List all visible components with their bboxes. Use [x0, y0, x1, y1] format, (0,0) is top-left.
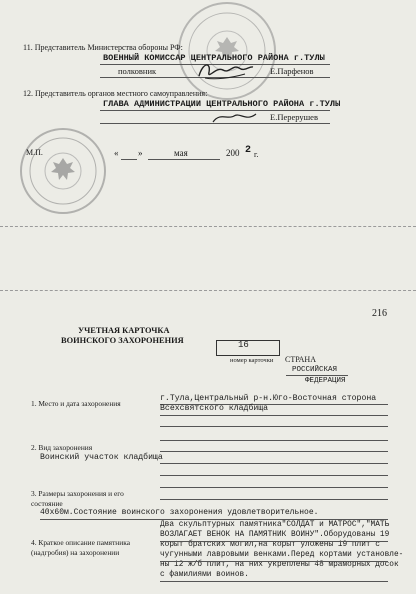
country-value-line2: ФЕДЕРАЦИЯ: [305, 377, 346, 385]
item12-label: 12. Представитель органов местного самоуправления:: [23, 89, 208, 98]
field4-underline-1: [160, 541, 388, 542]
field3-underline-2: [160, 499, 388, 500]
country-underline: [286, 375, 348, 376]
date-year-digit: 2: [245, 145, 252, 156]
field3-label-line1: 3. Размеры захоронения и его: [31, 489, 124, 498]
card-title-line2: ВОИНСКОГО ЗАХОРОНЕНИЯ: [61, 336, 184, 345]
field2-underline-3: [160, 463, 388, 464]
date-day-blank: [121, 159, 137, 160]
field3-label-line2: состояние: [31, 499, 63, 508]
page-number: 216: [372, 308, 387, 319]
field4-line-3: корыт братских могил,на корыт уложены 19 плит с: [160, 541, 380, 549]
field1-value-line1: г.Тула,Центральный р-н.Юго-Восточная сторона: [160, 394, 377, 403]
field1-label: 1. Место и дата захоронения: [31, 399, 121, 408]
field4-line-5: ны 12 ж/б плит, на них укреплены 48 мраморных досок: [160, 561, 399, 569]
field2-label: 2. Вид захоронения: [31, 443, 93, 452]
item11-name: Е.Парфенов: [270, 66, 314, 76]
field3-underline-1: [160, 487, 388, 488]
item11-rank: полковник: [118, 66, 157, 76]
field2-underline-1: [160, 440, 388, 441]
fold-line-1: [0, 226, 416, 227]
field3-underline-3: [40, 519, 388, 520]
item12-name: Е.Перерушев: [270, 112, 318, 122]
field2-underline-4: [160, 475, 388, 476]
field1-value-line2: Всехсвятского кладбища: [160, 404, 269, 413]
field4-label-line1: 4. Краткое описание памятника: [31, 538, 130, 547]
country-label: СТРАНА: [285, 355, 316, 364]
date-month: мая: [174, 148, 188, 158]
field4-line-4: чугунными лавровыми венками.Перед кортами установле-: [160, 551, 404, 559]
field4-underline-2: [160, 561, 388, 562]
field4-line-2: ВОЗЛАГАЕТ ВЕНОК НА ПАМЯТНИК ВОИНУ".Оборудованы 19: [160, 531, 390, 539]
signature-1: [195, 58, 255, 84]
official-stamp-top: [178, 2, 276, 100]
card-number-label: номер карточки: [230, 357, 274, 364]
field4-line-1: Два скульптурных памятника"СОЛДАТ и МАТРОС","МАТЬ: [160, 521, 390, 529]
date-year-prefix: 200: [226, 148, 240, 158]
date-quote-close: »: [138, 148, 143, 158]
item11-org: ВОЕННЫЙ КОМИССАР ЦЕНТРАЛЬНОГО РАЙОНА г.ТУЛЫ: [103, 53, 325, 63]
field2-value: Воинский участок кладбища: [40, 453, 163, 462]
field2-underline-2: [160, 451, 388, 452]
stamp-place-label: М.П.: [26, 148, 43, 157]
field4-line-6: с фамилиями воинов.: [160, 571, 249, 579]
field3-value: 40х60м.Состояние воинского захоронения удовлетворительное.: [40, 508, 319, 517]
date-year-suffix: г.: [254, 150, 259, 159]
field4-label-line2: (надгробия) на захоронении: [31, 548, 120, 557]
signature-2: [210, 108, 260, 128]
country-value-line1: РОССИЙСКАЯ: [292, 366, 338, 374]
card-number: 16: [238, 340, 249, 350]
fold-line-2: [0, 290, 416, 291]
date-quote-open: «: [114, 148, 119, 158]
date-month-blank: [148, 159, 220, 160]
item12-org: ГЛАВА АДМИНИСТРАЦИИ ЦЕНТРАЛЬНОГО РАЙОНА г.ТУЛЫ: [103, 99, 341, 109]
field1-underline-3: [160, 426, 388, 427]
card-title-line1: УЧЕТНАЯ КАРТОЧКА: [78, 326, 170, 335]
item11-label: 11. Представитель Министерства обороны РФ:: [23, 43, 183, 52]
field4-underline-3: [160, 581, 388, 582]
field1-underline-2: [160, 415, 388, 416]
official-stamp-left: [20, 128, 106, 214]
